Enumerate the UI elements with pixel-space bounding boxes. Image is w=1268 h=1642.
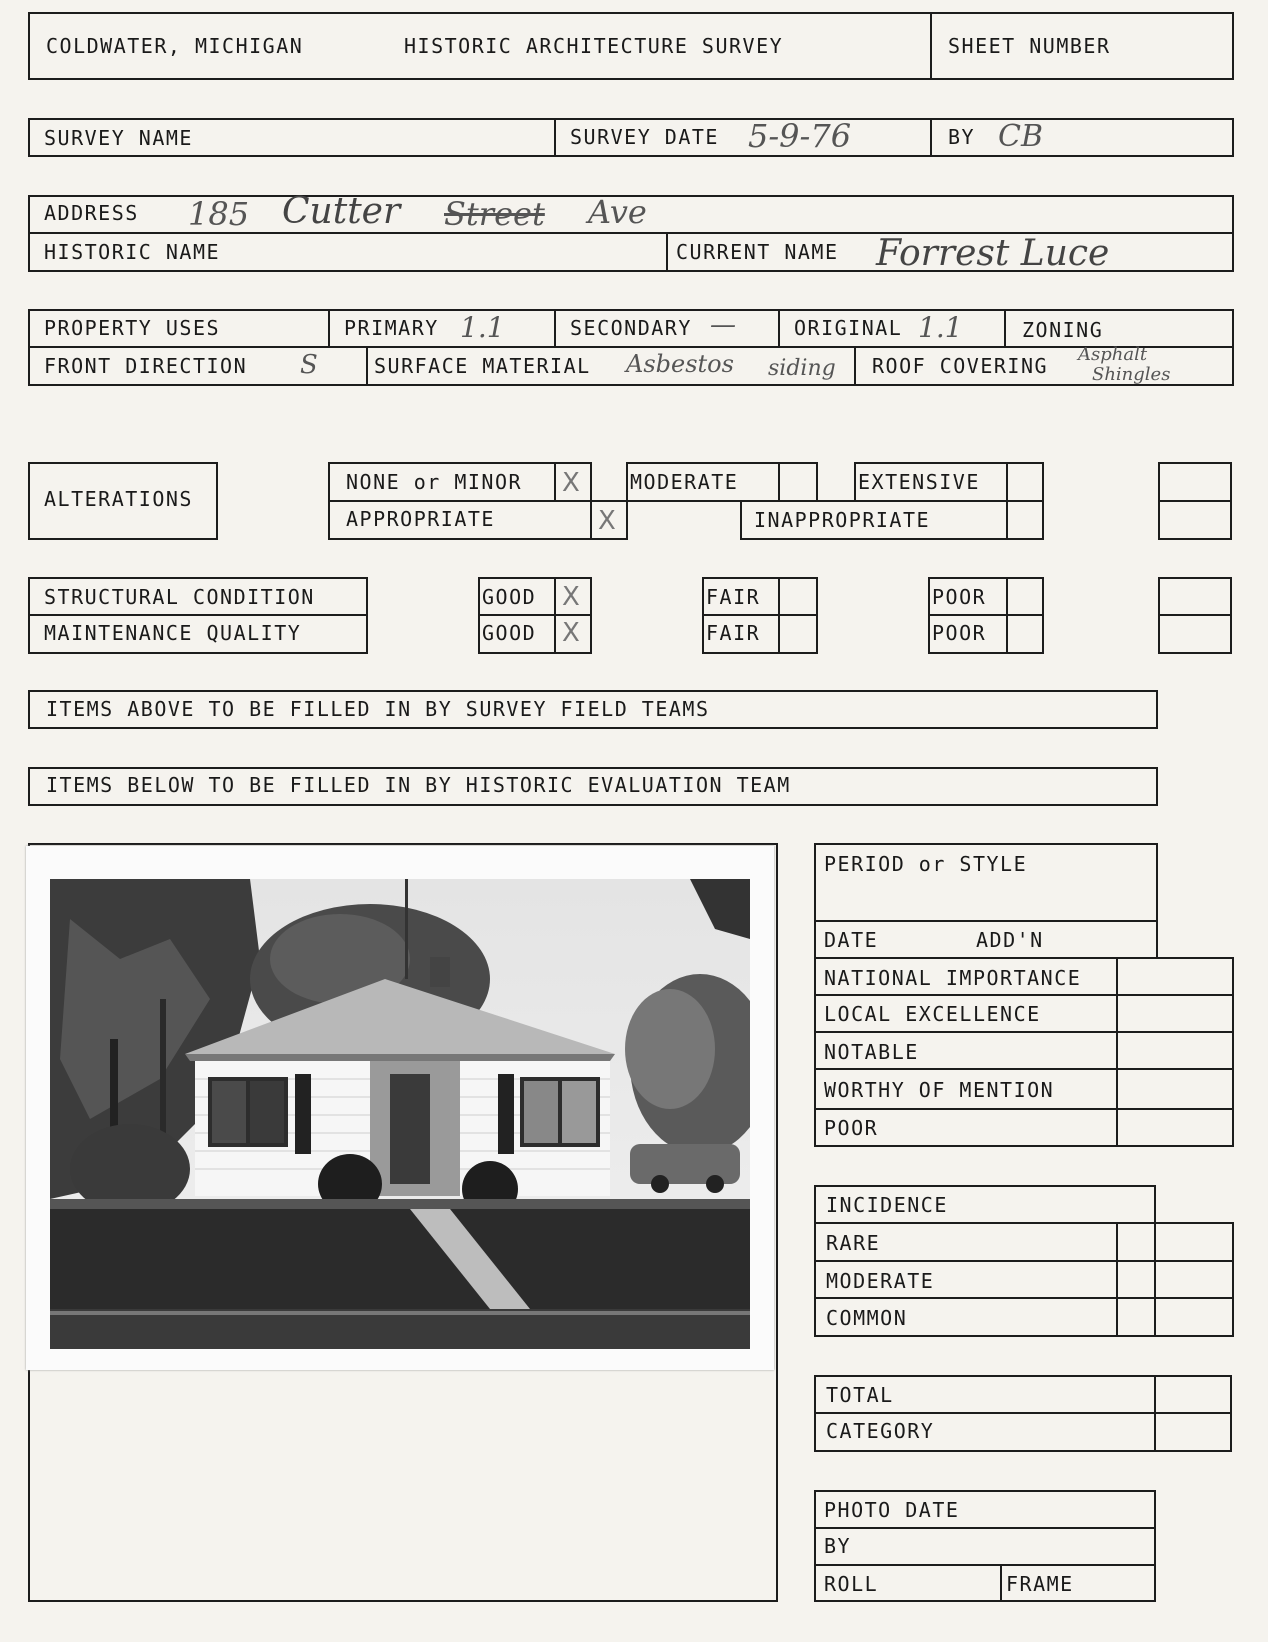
by-label: BY: [948, 125, 976, 149]
house-photograph: [50, 879, 750, 1349]
sheet-number-label: SHEET NUMBER: [948, 34, 1111, 58]
appropriate-check[interactable]: X: [598, 506, 616, 536]
maintenance-quality-label: MAINTENANCE QUALITY: [44, 621, 302, 645]
maintenance-poor-option: POOR: [932, 621, 987, 645]
incidence-label: INCIDENCE: [826, 1193, 948, 1217]
secondary-label: SECONDARY: [570, 316, 692, 340]
current-name-label: CURRENT NAME: [676, 240, 839, 264]
roll-label: ROLL: [824, 1572, 879, 1596]
moderate-option: MODERATE: [630, 470, 739, 494]
inappropriate-option: INAPPROPRIATE: [754, 508, 931, 532]
structural-good-option: GOOD: [482, 585, 537, 609]
primary-label: PRIMARY: [344, 316, 439, 340]
historic-name-label: HISTORIC NAME: [44, 240, 221, 264]
city-name: COLDWATER, MICHIGAN: [46, 34, 304, 58]
structural-good-check[interactable]: X: [562, 582, 580, 612]
original-label: ORIGINAL: [794, 316, 903, 340]
surface-material-value-2: siding: [768, 356, 836, 381]
total-label: TOTAL: [826, 1383, 894, 1407]
roof-covering-label: ROOF COVERING: [872, 354, 1049, 378]
incidence-moderate-label: MODERATE: [826, 1269, 935, 1293]
national-importance-label: NATIONAL IMPORTANCE: [824, 966, 1082, 990]
rare-label: RARE: [826, 1231, 881, 1255]
front-direction-label: FRONT DIRECTION: [44, 354, 248, 378]
roof-covering-value-1: Asphalt: [1078, 344, 1148, 365]
maintenance-good-option: GOOD: [482, 621, 537, 645]
by-value: CB: [998, 119, 1043, 154]
current-name-value: Forrest Luce: [876, 233, 1110, 274]
none-minor-option: NONE or MINOR: [346, 470, 523, 494]
maintenance-good-check[interactable]: X: [562, 618, 580, 648]
roof-covering-value-2: Shingles: [1092, 364, 1171, 385]
structural-fair-option: FAIR: [706, 585, 761, 609]
notable-label: NOTABLE: [824, 1040, 919, 1064]
frame-label: FRAME: [1006, 1572, 1074, 1596]
zoning-label: ZONING: [1022, 318, 1104, 342]
address-street: Cutter: [282, 191, 401, 232]
house-photo-print: [26, 846, 774, 1370]
surface-material-value-1: Asbestos: [626, 350, 734, 378]
appropriate-option: APPROPRIATE: [346, 507, 495, 531]
maintenance-fair-option: FAIR: [706, 621, 761, 645]
surface-material-label: SURFACE MATERIAL: [374, 354, 591, 378]
survey-date-value: 5-9-76: [748, 117, 852, 155]
address-label: ADDRESS: [44, 201, 139, 225]
date-label: DATE: [824, 928, 879, 952]
original-value: 1.1: [918, 311, 963, 344]
primary-value: 1.1: [460, 311, 505, 344]
survey-date-label: SURVEY DATE: [570, 125, 719, 149]
category-label: CATEGORY: [826, 1419, 935, 1443]
worthy-of-mention-label: WORTHY OF MENTION: [824, 1078, 1055, 1102]
local-excellence-label: LOCAL EXCELLENCE: [824, 1002, 1041, 1026]
address-number: 185: [188, 195, 250, 233]
secondary-value: —: [710, 310, 736, 340]
photo-by-label: BY: [824, 1534, 852, 1558]
none-minor-check[interactable]: X: [562, 468, 580, 498]
photo-date-label: PHOTO DATE: [824, 1498, 960, 1522]
alterations-label: ALTERATIONS: [44, 487, 193, 511]
survey-name-label: SURVEY NAME: [44, 126, 193, 150]
note-field-teams: ITEMS ABOVE TO BE FILLED IN BY SURVEY FIELD TEAMS: [46, 697, 710, 721]
period-style-label: PERIOD or STYLE: [824, 852, 1028, 876]
address-struck: Street: [444, 195, 545, 233]
address-suffix: Ave: [588, 193, 647, 231]
common-label: COMMON: [826, 1306, 908, 1330]
form-title: HISTORIC ARCHITECTURE SURVEY: [404, 34, 784, 58]
structural-condition-label: STRUCTURAL CONDITION: [44, 585, 315, 609]
addn-label: ADD'N: [976, 928, 1044, 952]
note-evaluation-team: ITEMS BELOW TO BE FILLED IN BY HISTORIC EVALUATION TEAM: [46, 773, 791, 797]
front-direction-value: S: [300, 350, 318, 380]
evaluation-poor-label: POOR: [824, 1116, 879, 1140]
extensive-option: EXTENSIVE: [858, 470, 980, 494]
property-uses-label: PROPERTY USES: [44, 316, 221, 340]
structural-poor-option: POOR: [932, 585, 987, 609]
